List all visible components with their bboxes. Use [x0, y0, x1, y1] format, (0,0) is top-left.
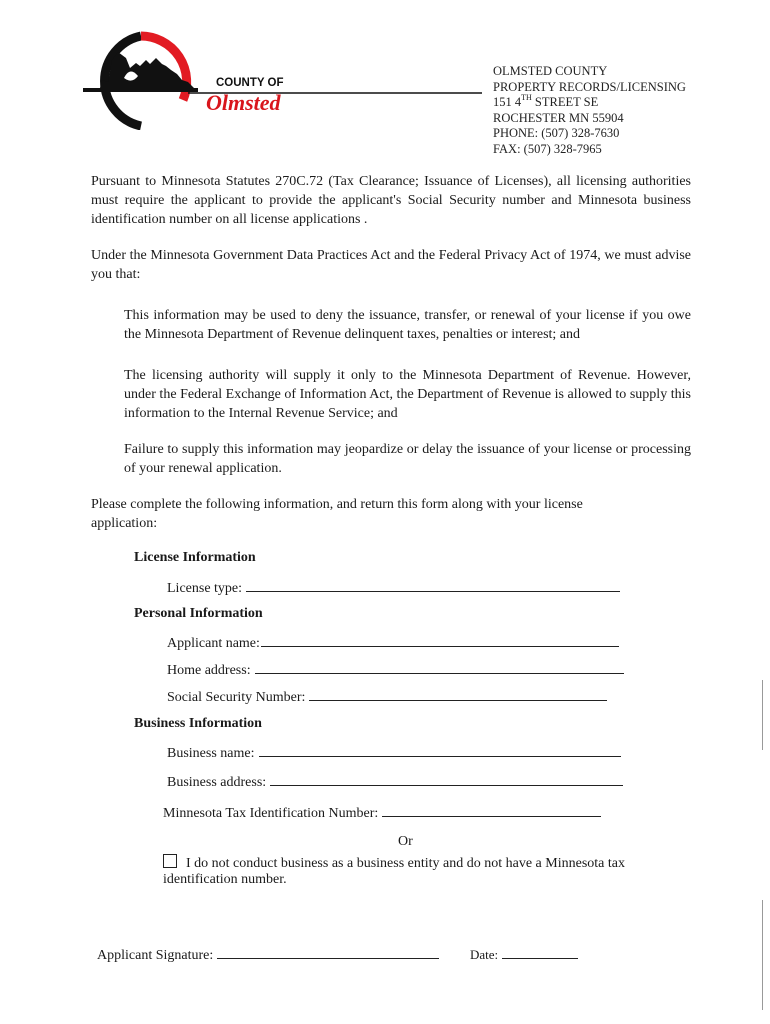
tax-id-label: Minnesota Tax Identification Number:: [163, 806, 379, 821]
instructions-paragraph: Please complete the following information, and return this form along with your license application:: [91, 497, 583, 531]
license-type-label: License type:: [167, 581, 243, 596]
logo-wordmark: Olmsted: [206, 90, 281, 115]
applicant-name-input-line[interactable]: [261, 632, 619, 647]
no-business-option[interactable]: [163, 854, 625, 872]
business-name-field[interactable]: [167, 742, 621, 762]
home-address-input-line[interactable]: [255, 659, 624, 674]
notice-deny-paragraph: This information may be used to deny the issuance, transfer, or renewal of your license if you owe the Minnesota Department of Revenue delinquent taxes, penalties or interest; and: [124, 308, 691, 342]
date-label: Date:: [470, 947, 499, 962]
agency-name: OLMSTED COUNTY: [493, 64, 608, 78]
privacy-intro-paragraph: Under the Minnesota Government Data Practices Act and the Federal Privacy Act of 1974, we must advise you that:: [91, 248, 691, 282]
or-separator: Or: [398, 834, 413, 849]
agency-phone: PHONE: (507) 328-7630: [493, 126, 620, 141]
no-business-text-line2: identification number.: [163, 872, 287, 887]
signature-label: Applicant Signature:: [97, 948, 214, 963]
date-field[interactable]: [470, 945, 578, 963]
signature-input-line[interactable]: [217, 944, 439, 959]
scan-edge-mark: [762, 680, 763, 750]
intro-paragraph: Pursuant to Minnesota Statutes 270C.72 (Tax Clearance; Issuance of Licenses), all licensing authorities must require the applicant to provide the applicant's Social Security number and Minnesota business identification number on all license applications .: [91, 174, 691, 227]
license-type-input-line[interactable]: [246, 577, 620, 592]
scan-edge-mark: [762, 900, 763, 1010]
date-input-line[interactable]: [502, 945, 578, 959]
applicant-name-field[interactable]: [167, 632, 619, 652]
ssn-input-line[interactable]: [309, 686, 607, 701]
county-logo: [78, 30, 488, 130]
business-info-heading: Business Information: [134, 716, 262, 731]
license-type-field[interactable]: [167, 577, 620, 597]
no-business-text-line1: I do not conduct business as a business entity and do not have a Minnesota tax: [186, 856, 625, 871]
applicant-name-label: Applicant name:: [167, 636, 260, 651]
signature-field[interactable]: [97, 944, 439, 964]
business-address-field[interactable]: [167, 771, 623, 791]
business-name-input-line[interactable]: [259, 742, 621, 757]
tax-id-field[interactable]: [163, 802, 601, 822]
no-business-checkbox[interactable]: [163, 854, 177, 868]
agency-street: 151 4TH STREET SE: [493, 93, 599, 110]
agency-address-block: [493, 64, 686, 158]
agency-city: ROCHESTER MN 55904: [493, 110, 624, 125]
tax-id-input-line[interactable]: [382, 802, 601, 817]
ssn-label: Social Security Number:: [167, 690, 306, 705]
ssn-field[interactable]: [167, 686, 607, 706]
notice-supply-paragraph: The licensing authority will supply it only to the Minnesota Department of Revenue. However, under the Federal Exchange of Information Act, the Department of Revenue is allowed to supply this information to the Internal Revenue Service; and: [124, 368, 691, 421]
agency-department: PROPERTY RECORDS/LICENSING: [493, 79, 686, 94]
business-name-label: Business name:: [167, 746, 255, 761]
home-address-label: Home address:: [167, 663, 251, 678]
logo-county-of: COUNTY OF: [216, 77, 284, 89]
business-address-label: Business address:: [167, 775, 267, 790]
notice-failure-paragraph: Failure to supply this information may jeopardize or delay the issuance of your license or processing of your renewal application.: [124, 442, 691, 476]
license-info-heading: License Information: [134, 550, 256, 565]
business-address-input-line[interactable]: [270, 771, 623, 786]
home-address-field[interactable]: [167, 659, 624, 679]
personal-info-heading: Personal Information: [134, 606, 263, 621]
agency-fax: FAX: (507) 328-7965: [493, 141, 602, 156]
